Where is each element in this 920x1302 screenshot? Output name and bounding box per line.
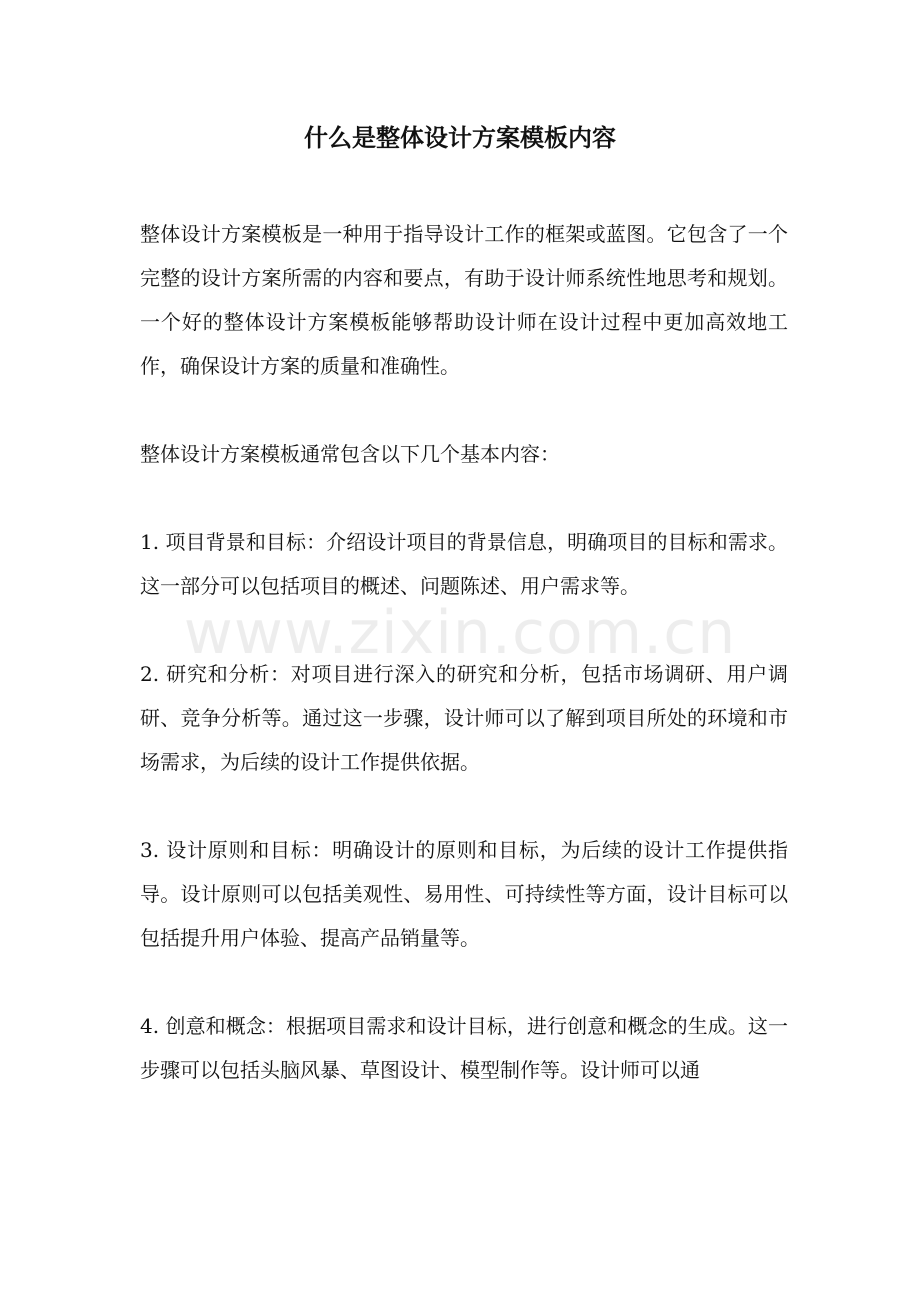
paragraph-item-2: 2. 研究和分析：对项目进行深入的研究和分析，包括市场调研、用户调研、竞争分析等。通过这一步骤，设计师可以了解到项目所处的环境和市场需求，为后续的设计工作提供依据。 xyxy=(140,662,788,774)
document-body xyxy=(140,212,788,1136)
paragraph-intro: 整体设计方案模板是一种用于指导设计工作的框架或蓝图。它包含了一个完整的设计方案所需的内容和要点，有助于设计师系统性地思考和规划。一个好的整体设计方案模板能够帮助设计师在设计过程中更加高效地工作，确保设计方案的质量和准确性。 xyxy=(140,222,788,378)
paragraph-item-1: 1. 项目背景和目标：介绍设计项目的背景信息，明确项目的目标和需求。这一部分可以包括项目的概述、问题陈述、用户需求等。 xyxy=(140,530,788,598)
paragraph-item-4: 4. 创意和概念：根据项目需求和设计目标，进行创意和概念的生成。这一步骤可以包括头脑风暴、草图设计、模型制作等。设计师可以通 xyxy=(140,1014,788,1082)
paragraph-contents-lead: 整体设计方案模板通常包含以下几个基本内容： xyxy=(140,442,560,466)
document-title: 什么是整体设计方案模板内容 xyxy=(304,123,616,152)
watermark: www.zixin.com.cn xyxy=(183,598,737,668)
paragraph-item-3: 3. 设计原则和目标：明确设计的原则和目标，为后续的设计工作提供指导。设计原则可以包括美观性、易用性、可持续性等方面，设计目标可以包括提升用户体验、提高产品销量等。 xyxy=(140,838,788,950)
